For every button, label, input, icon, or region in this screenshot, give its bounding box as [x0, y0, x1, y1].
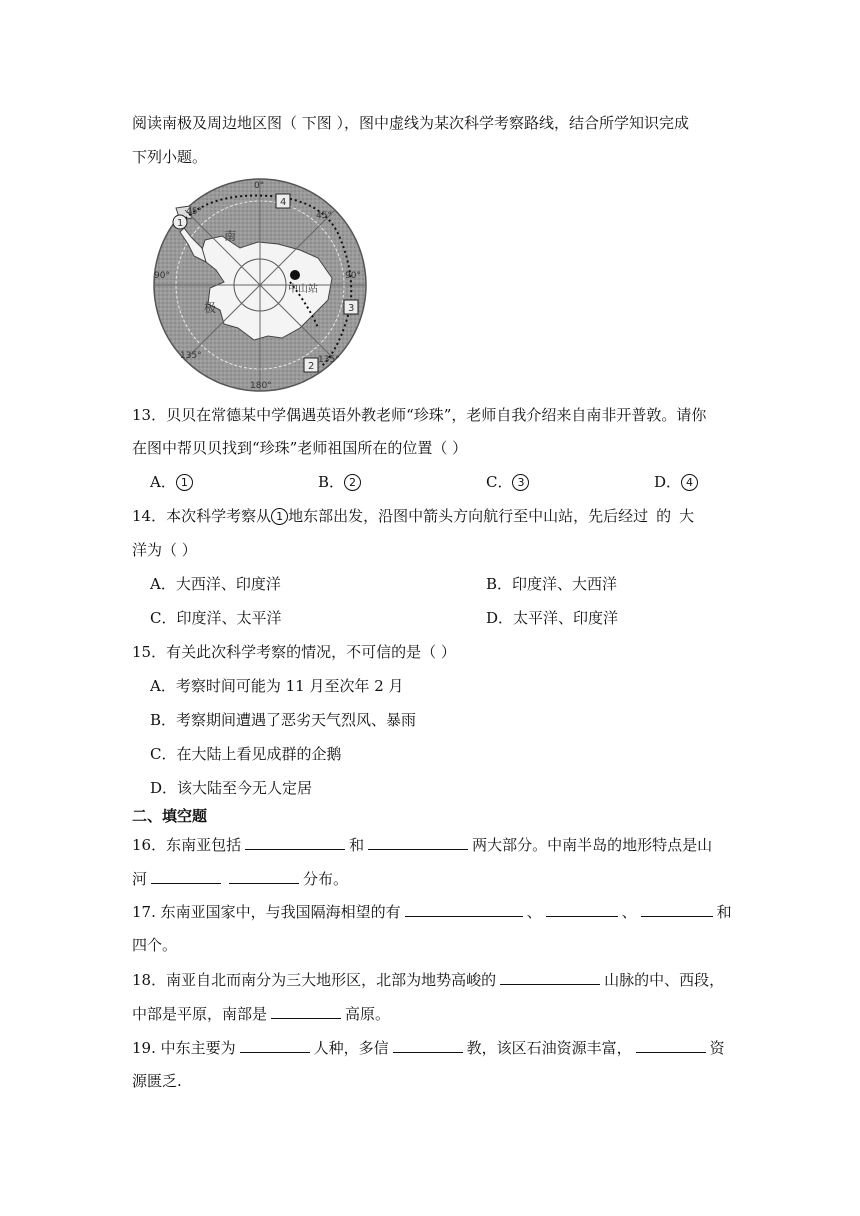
q14-line-2: 洋为（ ）: [132, 541, 197, 559]
svg-text:极: 极: [204, 301, 217, 315]
q15-option-b[interactable]: B．考察期间遭遇了恶劣天气烈风、暴雨: [150, 711, 417, 729]
q17-blank-2[interactable]: [546, 901, 618, 917]
q19-line-1: 19. 中东主要为 人种，多信 教，该区石油资源丰富， 资: [132, 1039, 725, 1057]
q14-option-a[interactable]: A．大西洋、印度洋: [150, 575, 281, 593]
section-heading: 二、填空题: [132, 807, 208, 825]
q14-line-1: 14．本次科学考察从 1 地东部出发，沿图中箭头方向航行至中山站，先后经过 的 大: [132, 507, 695, 525]
q18-line-2: 中部是平原，南部是 高原。: [132, 1005, 391, 1023]
svg-text:45°: 45°: [316, 211, 332, 221]
svg-text:中山站: 中山站: [288, 284, 318, 295]
intro-line-1: 阅读南极及周边地区图（ 下图 ），图中虚线为某次科学考察路线，结合所学知识完成: [132, 114, 690, 132]
q15-option-a[interactable]: A．考察时间可能为 11 月至次年 2 月: [150, 677, 404, 695]
q18-line-1: 18．南亚自北而南分为三大地形区，北部为地势高峻的 山脉的中、西段，: [132, 971, 725, 989]
q13-option-d[interactable]: D． 4: [654, 472, 698, 492]
q16-blank-1[interactable]: [245, 834, 345, 850]
q15-line-1: 15．有关此次科学考察的情况，不可信的是（ ）: [132, 643, 456, 661]
q18-blank-1[interactable]: [500, 969, 600, 985]
antarctica-map: [150, 178, 370, 393]
q19-line-2: 源匮乏.: [132, 1072, 182, 1090]
svg-text:3: 3: [348, 303, 355, 314]
svg-text:45°: 45°: [186, 207, 202, 217]
zhongshan-station-dot: [290, 270, 300, 280]
q19-blank-1[interactable]: [240, 1037, 310, 1053]
svg-text:90°: 90°: [154, 271, 170, 281]
q14-option-d[interactable]: D．太平洋、印度洋: [486, 609, 619, 627]
svg-text:2: 2: [308, 361, 315, 372]
marker-3: [344, 300, 358, 314]
marker-1: [173, 215, 187, 229]
svg-text:南: 南: [224, 229, 237, 243]
q17-line-2: 四个。: [132, 936, 178, 954]
q17-blank-1[interactable]: [405, 901, 523, 917]
q15-option-d[interactable]: D．该大陆至今无人定居: [150, 779, 313, 797]
svg-text:135°: 135°: [180, 351, 202, 361]
q16-blank-4[interactable]: [229, 868, 299, 884]
q15-option-c[interactable]: C．在大陆上看见成群的企鹅: [150, 745, 342, 763]
q14-option-b[interactable]: B．印度洋、大西洋: [486, 575, 618, 593]
svg-text:180°: 180°: [250, 381, 272, 391]
q16-line-1: 16．东南亚包括 和 两大部分。中南半岛的地形特点是山: [132, 836, 713, 854]
svg-text:4: 4: [280, 197, 287, 208]
q16-blank-3[interactable]: [151, 868, 221, 884]
q13-line-1: 13．贝贝在常德某中学偶遇英语外教老师“珍珠”，老师自我介绍来自南非开普敦。请你: [132, 406, 707, 424]
q17-line-1: 17. 东南亚国家中，与我国隔海相望的有 、 、 和: [132, 903, 732, 921]
q14-option-c[interactable]: C．印度洋、太平洋: [150, 609, 282, 627]
q19-blank-2[interactable]: [393, 1037, 463, 1053]
marker-4: [276, 194, 290, 208]
intro-line-2: 下列小题。: [132, 148, 208, 166]
q18-blank-2[interactable]: [271, 1003, 341, 1019]
q16-blank-2[interactable]: [368, 834, 468, 850]
svg-text:135°: 135°: [318, 355, 340, 365]
q16-line-2: 河 分布。: [132, 870, 349, 888]
q19-blank-3[interactable]: [636, 1037, 706, 1053]
svg-text:0°: 0°: [254, 181, 265, 191]
q17-blank-3[interactable]: [641, 901, 713, 917]
q13-option-c[interactable]: C． 3: [486, 472, 529, 492]
q13-option-a[interactable]: A． 1: [150, 472, 193, 492]
q13-line-2: 在图中帮贝贝找到“珍珠”老师祖国所在的位置（ ）: [132, 439, 468, 457]
svg-text:1: 1: [177, 218, 184, 229]
svg-text:90°: 90°: [345, 271, 361, 281]
marker-2: [304, 358, 318, 372]
q13-option-b[interactable]: B． 2: [318, 472, 361, 492]
